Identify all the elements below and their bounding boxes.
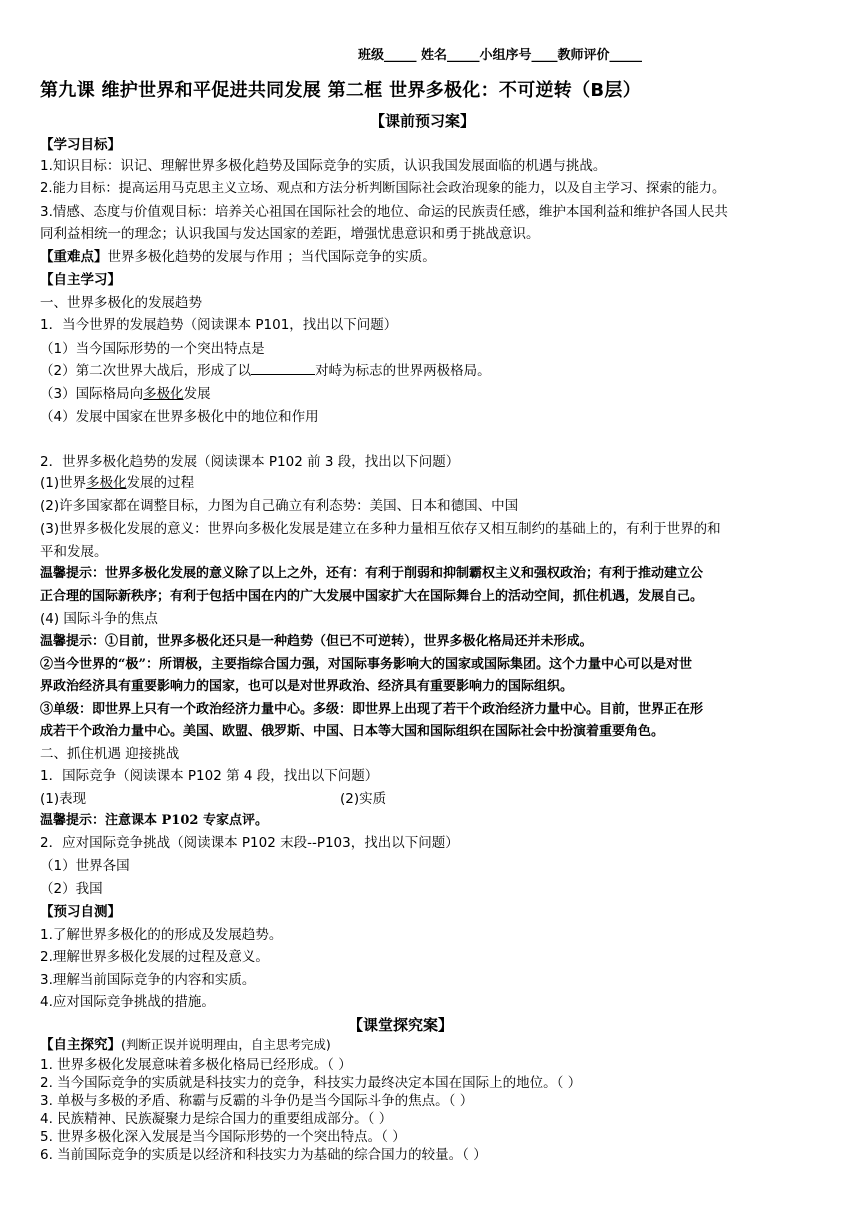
self-test-3: 3.理解当前国际竞争的内容和实质。 xyxy=(40,972,256,988)
question-1-2 xyxy=(40,362,491,380)
question-2-1-underlined: 多极化 xyxy=(86,475,127,491)
lesson-title: 第九课 维护世界和平促进共同发展 第二框 世界多极化：不可逆转（B层） xyxy=(40,80,642,101)
question-2-1-start: (1)世界 xyxy=(40,475,87,491)
question-2-1 xyxy=(40,474,194,492)
student-info-line: 班级_____ 姓名_____小组序号____教师评价_____ xyxy=(358,48,643,63)
key-points-label: 【重难点】 xyxy=(40,249,108,265)
part-one-heading: 一、世界多极化的发展趋势 xyxy=(40,295,202,311)
tip-3-line2: 界政治经济具有重要影响力的国家，也可以是对世界政治、经济具有重要影响力的国际组织。 xyxy=(40,679,574,694)
fill-blank xyxy=(251,362,315,375)
question-4: 2．应对国际竞争挑战（阅读课本 P102 末段--P103，找出以下问题） xyxy=(40,835,459,851)
goal-ability: 2.能力目标：提高运用马克思主义立场、观点和方法分析判断国际社会政治现象的能力，以及自主学习、探索的能力。 xyxy=(40,181,726,196)
judgment-item: 1. 世界多极化发展意味着多极化格局已经形成。（ ） xyxy=(40,1057,352,1073)
key-points-text: 世界多极化趋势的发展与作用 ；当代国际竞争的实质。 xyxy=(107,249,436,265)
explore-heading-line xyxy=(40,1036,331,1054)
question-1-3-start: （3）国际格局向 xyxy=(40,386,144,402)
question-1-3 xyxy=(40,385,211,403)
question-1-1: （1）当今国际形势的一个突出特点是 xyxy=(40,341,265,357)
question-3: 1．国际竞争（阅读课本 P102 第 4 段，找出以下问题） xyxy=(40,768,379,784)
tip-3-line1: ②当今世界的“极”：所谓极，主要指综合国力强，对国际事务影响大的国家或国际集团。这个力量中心可以是对世 xyxy=(40,657,692,672)
tip-4-line2: 成若干个政治力量中心。美国、欧盟、俄罗斯、中国、日本等大国和国际组织在国际社会中扮演着重要角色。 xyxy=(40,724,665,739)
question-1-2-start: （2）第二次世界大战后，形成了以 xyxy=(40,363,252,379)
question-2-3-line1: (3)世界多极化发展的意义：世界向多极化发展是建立在多种力量相互依存又相互制约的基础上的，有利于世界的和 xyxy=(40,521,721,537)
question-3-2: (2)实质 xyxy=(340,791,387,807)
tip-1-line1: 温馨提示：世界多极化发展的意义除了以上之外，还有：有利于削弱和抑制霸权主义和强权政治；有利于推动建立公 xyxy=(40,566,704,581)
explore-note: (判断正误并说明理由，自主思考完成) xyxy=(121,1037,331,1052)
question-2-3-line2: 平和发展。 xyxy=(40,544,108,560)
judgment-item: 2. 当今国际竞争的实质就是科技实力的竞争，科技实力最终决定本国在国际上的地位。（ ） xyxy=(40,1075,582,1091)
goal-emotion-line1: 3.情感、态度与价值观目标：培养关心祖国在国际社会的地位、命运的民族责任感，维护本国利益和维护各国人民共 xyxy=(40,204,728,220)
question-2-2: (2)许多国家都在调整目标，力图为自己确立有利态势：美国、日本和德国、中国 xyxy=(40,498,519,514)
question-1-4: （4）发展中国家在世界多极化中的地位和作用 xyxy=(40,409,319,425)
question-4-2: （2）我国 xyxy=(40,881,103,897)
tip-5: 温馨提示：注意课本 P102 专家点评。 xyxy=(40,813,268,828)
preview-section-heading: 【课前预习案】 xyxy=(370,112,476,130)
tip-1-line2: 正合理的国际新秩序；有利于包括中国在内的广大发展中国家扩大在国际舞台上的活动空间，抓住机遇，发展自己。 xyxy=(40,589,704,604)
question-2: 2．世界多极化趋势的发展（阅读课本 P102 前 3 段，找出以下问题） xyxy=(40,454,460,470)
key-points-line xyxy=(40,248,436,266)
question-4-1: （1）世界各国 xyxy=(40,858,130,874)
self-study-heading: 【自主学习】 xyxy=(40,272,121,288)
judgment-item: 5. 世界多极化深入发展是当今国际形势的一个突出特点。（ ） xyxy=(40,1129,406,1145)
goals-heading: 【学习目标】 xyxy=(40,137,121,153)
part-two-heading: 二、抓住机遇 迎接挑战 xyxy=(40,746,180,762)
classroom-section-heading: 【课堂探究案】 xyxy=(348,1016,454,1034)
self-test-4: 4.应对国际竞争挑战的措施。 xyxy=(40,994,215,1010)
judgment-item: 3. 单极与多极的矛盾、称霸与反霸的斗争仍是当今国际斗争的焦点。（ ） xyxy=(40,1093,474,1109)
judgment-item: 4. 民族精神、民族凝聚力是综合国力的重要组成部分。（ ） xyxy=(40,1111,393,1127)
self-test-1: 1.了解世界多极化的的形成及发展趋势。 xyxy=(40,927,283,943)
question-2-1-end: 发展的过程 xyxy=(126,475,195,491)
question-3-1: (1)表现 xyxy=(40,791,87,807)
tip-2: 温馨提示：①目前，世界多极化还只是一种趋势（但已不可逆转），世界多极化格局还并未形成。 xyxy=(40,634,593,649)
tip-4-line1: ③单级：即世界上只有一个政治经济力量中心。多级：即世界上出现了若干个政治经济力量中心。目前，世界正在形 xyxy=(40,702,704,717)
question-1-3-end: 发展 xyxy=(183,386,211,402)
explore-label: 【自主探究】 xyxy=(40,1037,121,1053)
self-test-heading: 【预习自测】 xyxy=(40,904,121,920)
question-1-2-end: 对峙为标志的世界两极格局。 xyxy=(315,363,491,379)
question-1-3-underlined: 多极化 xyxy=(143,386,184,402)
question-2-4: (4) 国际斗争的焦点 xyxy=(40,611,158,627)
judgment-item: 6. 当前国际竞争的实质是以经济和科技实力为基础的综合国力的较量。（ ） xyxy=(40,1147,487,1163)
goal-knowledge: 1.知识目标：识记、理解世界多极化趋势及国际竞争的实质，认识我国发展面临的机遇与挑战。 xyxy=(40,158,607,174)
question-1: 1．当今世界的发展趋势（阅读课本 P101，找出以下问题） xyxy=(40,317,398,333)
self-test-2: 2.理解世界多极化发展的过程及意义。 xyxy=(40,949,269,965)
goal-emotion-line2: 同利益相统一的理念；认识我国与发达国家的差距，增强忧患意识和勇于挑战意识。 xyxy=(40,226,540,242)
